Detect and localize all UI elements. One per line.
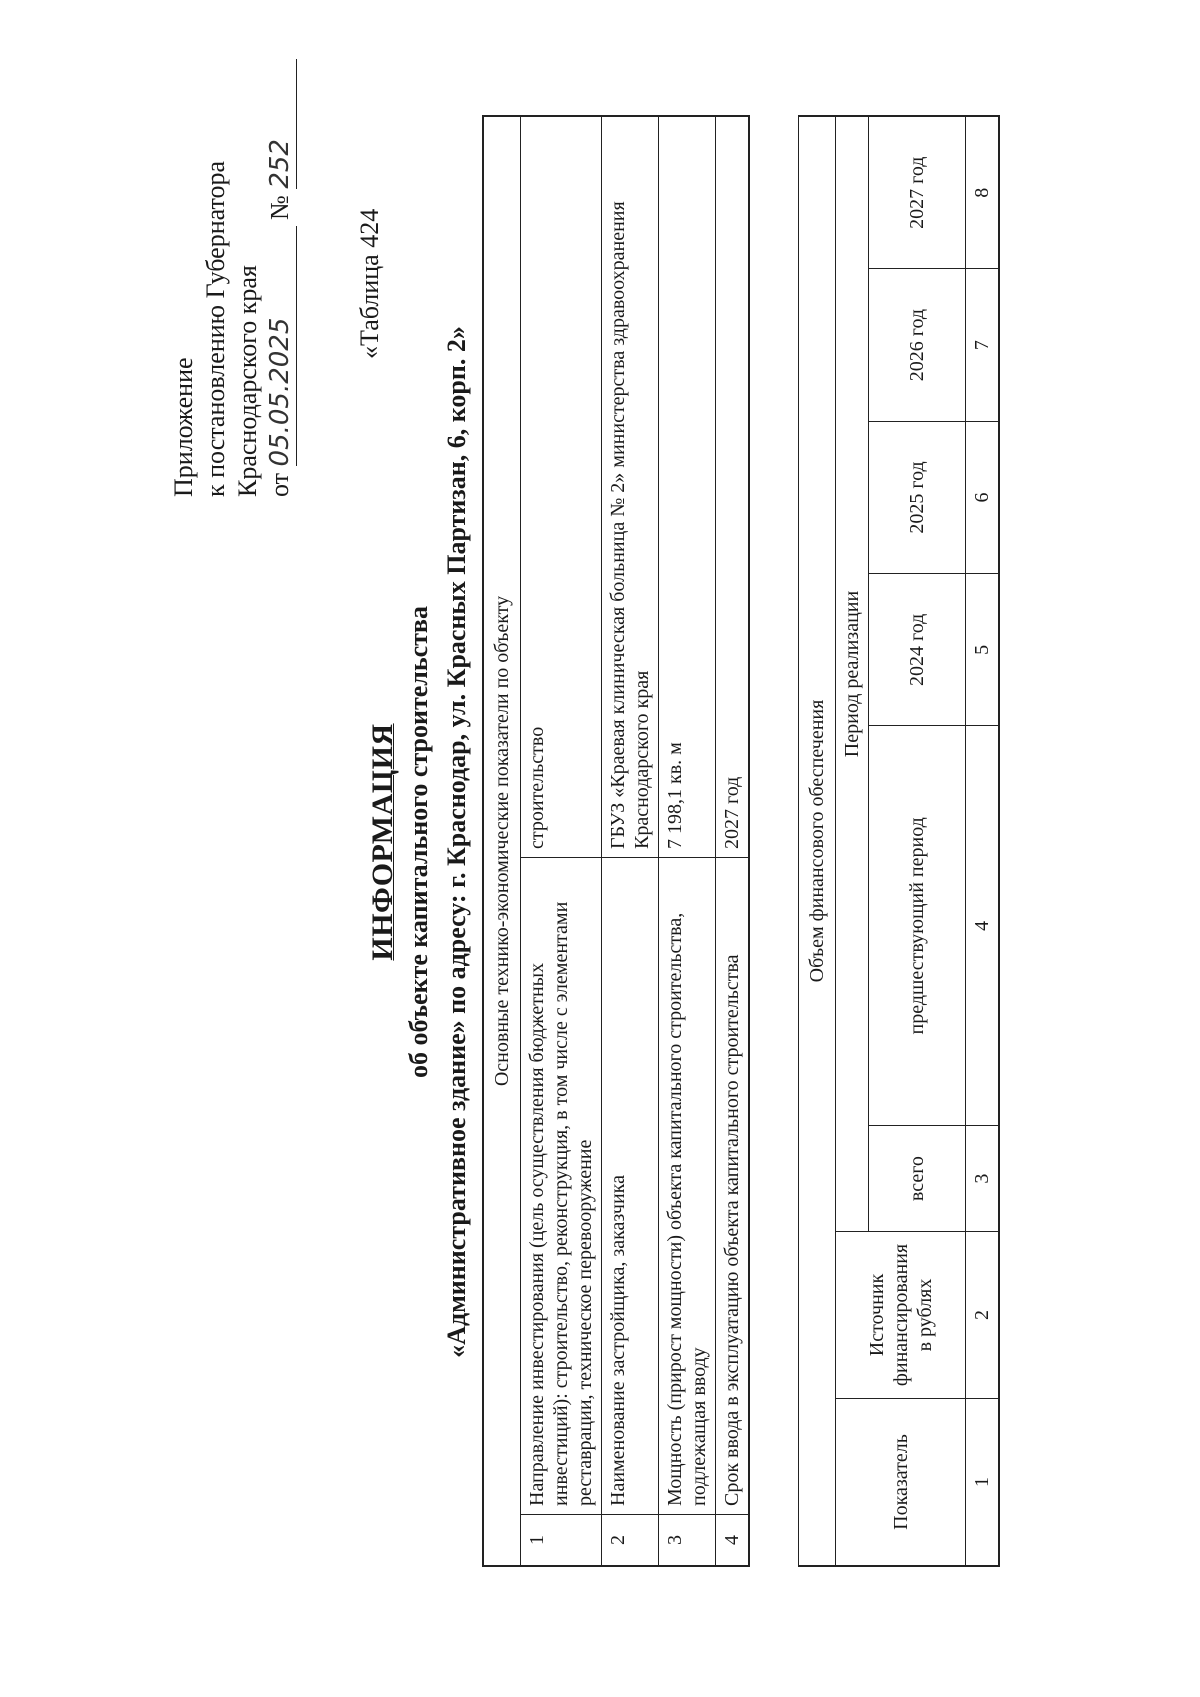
document-heading: ИНФОРМАЦИЯ bbox=[366, 723, 399, 961]
table-row: 1 Направление инвестирования (цель осуществления бюджетных инвестиций): строительство, реконструкция, в том числе с элементами реставрации, техническое перевооружение строительство bbox=[521, 117, 602, 1566]
document-subheading: об объекте капитального строительства bbox=[404, 606, 433, 1078]
table-row: 3 Мощность (прирост мощности) объекта капитального строительства, подлежащая вводу 7 198,1 кв. м bbox=[659, 117, 716, 1566]
handwritten-date: 05.05.2025 bbox=[265, 317, 295, 467]
financing-table bbox=[798, 115, 1000, 1567]
table-row: 4 Срок ввода в эксплуатацию объекта капитального строительства 2027 год bbox=[716, 117, 749, 1566]
handwritten-number: 252 bbox=[265, 139, 295, 189]
col-total: всего bbox=[869, 1126, 966, 1232]
appendix-line: к постановлению Губернатора bbox=[201, 160, 230, 497]
col-period: Период реализации bbox=[836, 117, 869, 1232]
col-2025: 2025 год bbox=[869, 421, 966, 573]
col-2027: 2027 год bbox=[869, 117, 966, 269]
appendix-block bbox=[168, 59, 297, 497]
col-source: Источник финансирования в рублях bbox=[836, 1232, 966, 1399]
table-row: 2 Наименование застройщика, заказчика ГБУЗ «Краевая клиническая больница № 2» министерства здравоохранения Краснодарского края bbox=[602, 117, 659, 1566]
col-2026: 2026 год bbox=[869, 269, 966, 421]
tech-indicators-table bbox=[482, 115, 750, 1567]
tech-section-heading: Основные технико-экономические показатели по объекту bbox=[484, 117, 521, 1566]
col-indicator: Показатель bbox=[836, 1399, 966, 1566]
appendix-date-line: от 05.05.2025 № 252 bbox=[264, 59, 297, 497]
appendix-line: Краснодарского края bbox=[233, 265, 262, 497]
column-index-row: 1 2 3 4 5 6 7 8 bbox=[966, 117, 999, 1566]
col-prior-period: предшествующий период bbox=[869, 726, 966, 1126]
fin-section-heading: Объем финансового обеспечения bbox=[799, 117, 836, 1566]
appendix-title: Приложение bbox=[169, 357, 198, 497]
object-address: «Административное здание» по адресу: г. Краснодар, ул. Красных Партизан, 6, корп. 2» bbox=[442, 326, 471, 1358]
col-2024: 2024 год bbox=[869, 574, 966, 726]
table-number: «Таблица 424 bbox=[355, 208, 384, 359]
